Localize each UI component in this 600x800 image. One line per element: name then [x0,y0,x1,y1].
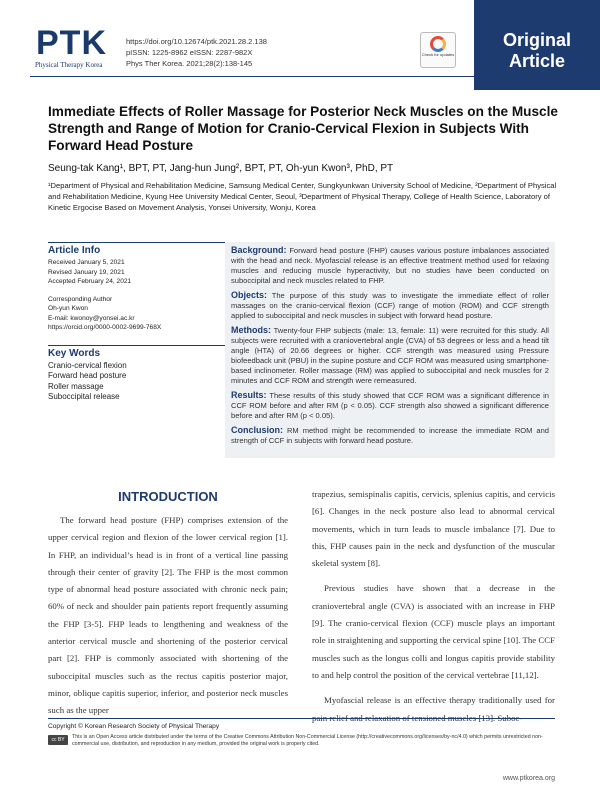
header-divider [30,76,474,77]
conclusion-text: RM method might be recommended to increase the immediate ROM and strength of CCF in subjects with forward head posture. [231,426,549,445]
abstract-results [231,390,549,421]
article-title: Immediate Effects of Roller Massage for Posterior Neck Muscles on the Muscle Strength and Range of Motion for Cranio-Cervical Flexion in Subjects With Forward Head Posture [48,104,558,153]
abstract-objects [231,290,549,321]
abstract-conclusion [231,425,549,446]
affiliations: ¹Department of Physical and Rehabilitation Medicine, Samsung Medical Center, Sungkyunkwan University School of Medicine, ²Department of Physical and Rehabilitation Medicine, Kyung Hee University Medical Center, Seoul, ³Department of Physical Therapy, College of Health Science, Laboratory of Kinetic Ergocise Based on Movement Analysis, Yonsei University, Wonju, Korea [48,181,557,212]
body-paragraph: The forward head posture (FHP) comprises extension of the upper cervical region and flexion of the lower cervical region [1]. In FHP, an individual’s head is in front of a vertical line passing through their center of gravity [2]. The FHP is the most common type of abnormal head posture associated with chronic neck pain; 60% of neck and shoulder pain patients report frequently assuming the FHP [3-5]. FHP leads to lengthening and weakness of the anterior cervical muscle and shortening of the posterior cervical part [2]. FHP is commonly associated with shortening of the suboccipital muscles such as the rectus capitis posterior major, minor, oblique capitis superior, inferior, and posterior neck muscles such as the upper [48,515,288,716]
keyword-item: Suboccipital release [48,392,120,401]
article-info-heading: Article Info [48,242,228,257]
citation: Phys Ther Korea. 2021;28(2):138-145 [126,59,253,68]
keyword-item: Forward head posture [48,371,127,380]
article-info-panel [48,242,228,403]
corresponding-author-orcid[interactable]: https://orcid.org/0000-0002-9699-768X [48,324,162,331]
corresponding-author-name: Oh-yun Kwon [48,305,88,312]
author-list: Seung-tak Kang¹, BPT, PT, Jang-hun Jung², BPT, PT, Oh-yun Kwon³, PhD, PT [48,163,394,174]
objects-text: The purpose of this study was to investigate the immediate effect of roller massages on the cranio-cervical flexion (CCF) range of motion (ROM) and CCF strength applied to suboccipital and neck muscles in subject with forward head posture. [231,291,549,320]
keyword-item: Roller massage [48,381,104,391]
article-type-banner [474,0,600,90]
check-for-updates-badge[interactable] [420,32,456,68]
section-heading-introduction: INTRODUCTION [118,489,218,504]
cc-license-icon[interactable]: cc BY NC [48,735,68,745]
article-type-line2: Article [508,51,566,71]
journal-website-link[interactable]: www.ptkorea.org [502,775,555,782]
accepted-date: Accepted February 24, 2021 [48,278,132,285]
issn: pISSN: 1225-8962 eISSN: 2287-982X [126,48,253,57]
copyright-notice: Copyright © Korean Research Society of Physical Therapy [48,723,220,730]
keywords-heading: Key Words [48,345,228,360]
results-label: Results: [231,390,267,400]
methods-label: Methods: [231,325,271,335]
license-text: This is an Open Access article distributed under the terms of the Creative Commons Attribution Non-Commercial License (http://creativecommons.org/licenses/by-nc/4.0) which permits unrestricted non-commercial use, distribution, and reproduction in any medium, provided the original work is properly cited. [72,734,543,747]
body-column-left [48,512,288,720]
footer-divider [48,718,555,719]
abstract-box [225,242,555,458]
conclusion-label: Conclusion: [231,425,283,435]
check-updates-icon [430,36,446,52]
background-text: Forward head posture (FHP) causes various posture imbalances associated with the head and neck. Myofascial release is an effective treatment method used for relaxing muscles and reducing muscle hyperactivity, but no studies have been conducted on suboccipital and neck muscles related to FHP. [231,246,549,285]
body-column-right [312,486,555,727]
background-label: Background: [231,245,287,255]
journal-logo: PTK [36,24,107,62]
objects-label: Objects: [231,290,268,300]
corresponding-author-email[interactable]: E-mail: kwonoy@yonsei.ac.kr [48,314,135,322]
doi-link[interactable]: https://doi.org/10.12674/ptk.2021.28.2.138 [126,37,267,46]
methods-text: Twenty-four FHP subjects (male: 13, female: 11) were recruited for this study. All subjects were recruited with a craniovertebral angle (CVA) of 53 degrees or less and a head tilt angle (HTA) of 20.66 degrees or higher. CCF strength was measured using Pressure biofeedback unit (PBU) in the supine posture and CCF ROM was measured using smartphone-based inclinometer. Roller massage (RM) was applied to suboccipital and neck muscles for 2 minutes and CCF ROM and strength were remeasured. [231,326,549,385]
abstract-methods [231,325,549,386]
results-text: These results of this study showed that CCF ROM was a significant difference in CCF ROM before and after RM (p < 0.05). CCF strength also showed a significant difference before and after RM (p < 0.05). [231,391,550,420]
keyword-item: Cranio-cervical flexion [48,360,127,370]
article-type-line1: Original [502,30,571,50]
received-date: Received January 5, 2021 [48,259,125,266]
revised-date: Revised January 19, 2021 [48,268,125,276]
check-updates-label: Check for updates [421,52,455,57]
body-paragraph: Myofascial release is an effective therapy traditionally used for [324,695,555,706]
journal-name: Physical Therapy Korea [35,61,103,69]
corresponding-author-label: Corresponding Author [48,295,113,303]
body-paragraph: trapezius, semispinalis capitis, cervicis, splenius capitis, and cervicis [6]. Changes in the neck posture also lead to abnormal cervical movements, which in turn leads to muscle imbalance [7]. Due to this, FHP causes pain in the neck and dysfunction of the muscular skeletal system [8]. [312,489,555,569]
abstract-background [231,245,549,286]
citation-block [126,36,267,69]
body-paragraph: Previous studies have shown that a decrease in the craniovertebral angle (CVA) is associated with an increase in FHP [9]. The cranio-cervical flexion (CCF) muscle plays an important role in straightening and supporting the cervical spine [10]. The CCF muscles such as the longus colli and longus capitis provide stability to and help control the position of the cervical vertebrae [11,12]. [312,583,555,680]
